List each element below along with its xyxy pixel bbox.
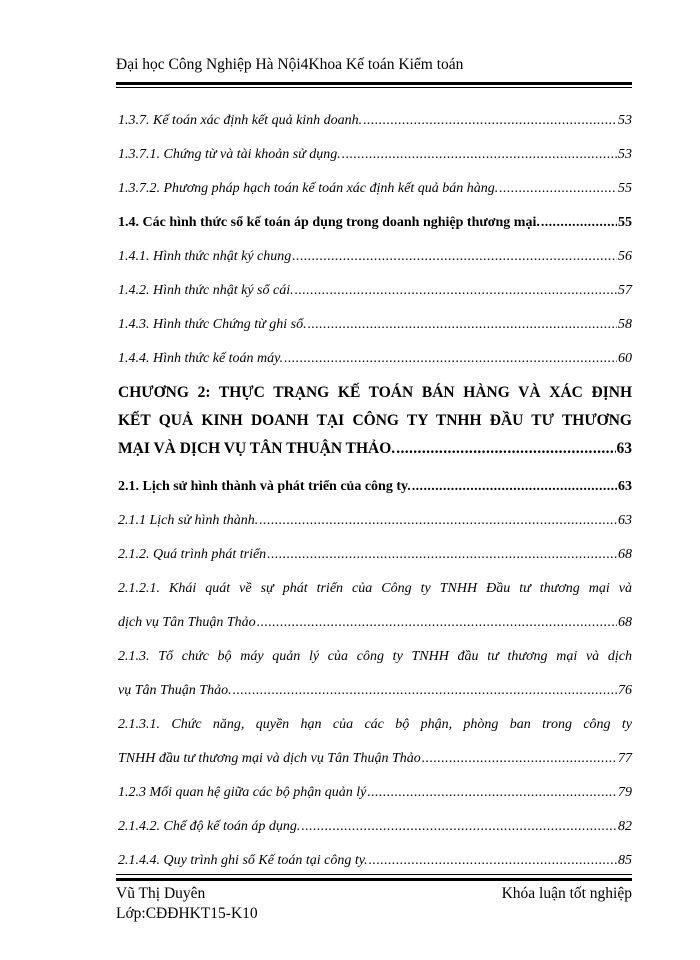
toc-page-number: 55 <box>618 215 632 230</box>
footer-doc-type: Khóa luận tốt nghiệp <box>501 885 632 902</box>
toc-entry[interactable] <box>118 274 632 308</box>
toc-entry-text: dịch vụ Tân Thuận Thảo <box>118 615 256 630</box>
toc-entry-text: 1.2.3 Mối quan hệ giữa các bộ phận quản lý <box>118 785 367 800</box>
toc-chapter-heading-line[interactable] <box>118 407 632 435</box>
toc-page-number: 60 <box>618 351 632 366</box>
toc-page-number: 68 <box>618 547 632 562</box>
toc-entry[interactable] <box>118 470 632 504</box>
toc-leader <box>257 606 617 640</box>
toc-entry-text: 2.1.2.1. Khái quát về sự phát triển của Công ty TNHH Đầu tư thương mại và <box>118 581 632 596</box>
header-rule-thin <box>116 87 632 88</box>
toc-page-number: 63 <box>616 440 632 457</box>
toc-entry[interactable] <box>118 240 632 274</box>
toc-entry[interactable] <box>118 172 632 206</box>
toc-leader <box>499 172 617 206</box>
toc-entry[interactable] <box>118 504 632 538</box>
footer-class: Lớp:CĐĐHKT15-K10 <box>116 905 258 922</box>
toc-page-number: 77 <box>618 751 632 766</box>
toc-entry[interactable] <box>118 776 632 810</box>
toc-entry-text: vụ Tân Thuận Thảo. <box>118 683 232 698</box>
toc-page-number: 68 <box>618 615 632 630</box>
toc-page-number: 57 <box>618 283 632 298</box>
toc-entry[interactable] <box>118 606 632 640</box>
toc-page-number: 76 <box>618 683 632 698</box>
toc-page-number: 55 <box>618 181 632 196</box>
toc-page-number: 58 <box>618 317 632 332</box>
toc-leader <box>284 342 617 376</box>
toc-entry-text: 2.1.1 Lịch sử hình thành. <box>118 513 259 528</box>
toc-page-number: 82 <box>618 819 632 834</box>
toc-entry-text: 1.3.7.2. Phương pháp hạch toán kế toán xác định kết quả bán hàng. <box>118 181 499 196</box>
toc-entry-text: 1.4.1. Hình thức nhật ký chung <box>118 249 292 264</box>
toc-chapter-text: KẾT QUẢ KINH DOANH TẠI CÔNG TY TNHH ĐẦU TƯ THƯƠNG <box>118 412 632 429</box>
toc-leader <box>369 844 617 878</box>
toc-leader <box>295 274 617 308</box>
toc-entry-text: 1.3.7.1. Chứng từ và tài khoản sử dụng. <box>118 147 341 162</box>
toc-page-number: 85 <box>618 853 632 868</box>
toc-chapter-heading-line[interactable] <box>118 379 632 407</box>
toc-page-number: 63 <box>618 479 632 494</box>
toc-entry-text: TNHH đầu tư thương mại và dịch vụ Tân Thuận Thảo <box>118 751 421 766</box>
toc-leader <box>308 308 617 342</box>
toc-leader <box>396 435 615 463</box>
toc-page-number: 53 <box>618 147 632 162</box>
toc-entry-text: 2.1.3.1. Chức năng, quyền hạn của các bộ phận, phòng ban trong công ty <box>118 717 632 732</box>
toc-leader <box>342 138 617 172</box>
toc-chapter-text: CHƯƠNG 2: THỰC TRẠNG KẾ TOÁN BÁN HÀNG VÀ XÁC ĐỊNH <box>118 384 632 401</box>
toc-entry-text: 2.1.3. Tổ chức bộ máy quản lý của công ty TNHH đầu tư thương mại và dịch <box>118 649 632 664</box>
toc-page-number: 63 <box>618 513 632 528</box>
toc-entry-line[interactable] <box>118 708 632 742</box>
toc-page-number: 53 <box>618 113 632 128</box>
toc-entry-text: 1.3.7. Kế toán xác định kết quả kinh doanh. <box>118 113 363 128</box>
toc-entry[interactable] <box>118 206 632 240</box>
toc-entry-text: 1.4.3. Hình thức Chứng từ ghi sổ. <box>118 317 307 332</box>
toc-entry[interactable] <box>118 342 632 376</box>
toc-entry[interactable] <box>118 104 632 138</box>
toc-chapter-text: MẠI VÀ DỊCH VỤ TÂN THUẬN THẢO. <box>118 440 396 457</box>
toc-entry[interactable] <box>118 844 632 878</box>
footer-author: Vũ Thị Duyên <box>116 885 206 902</box>
toc-leader <box>363 104 617 138</box>
toc-leader <box>541 206 617 240</box>
toc-leader <box>292 240 617 274</box>
toc-leader <box>367 776 617 810</box>
toc-entry[interactable] <box>118 810 632 844</box>
footer-rule-thin <box>116 874 632 875</box>
toc-entry[interactable] <box>118 435 632 463</box>
toc-entry-text: 2.1.2. Quá trình phát triển <box>118 547 267 562</box>
toc-entry-text: 1.4.4. Hình thức kế toán máy. <box>118 351 284 366</box>
toc-entry-line[interactable] <box>118 572 632 606</box>
footer-author-block <box>116 884 258 924</box>
toc-leader <box>301 810 617 844</box>
toc-entry-text: 2.1. Lịch sử hình thành và phát triển của công ty. <box>118 479 411 494</box>
toc-entry[interactable] <box>118 138 632 172</box>
toc-entry-line[interactable] <box>118 640 632 674</box>
toc-entry-text: 1.4. Các hình thức sổ kế toán áp dụng trong doanh nghiệp thương mại. <box>118 215 540 230</box>
toc-entry[interactable] <box>118 308 632 342</box>
table-of-contents <box>118 104 632 878</box>
footer-rule-thick <box>116 878 632 881</box>
toc-entry[interactable] <box>118 538 632 572</box>
toc-entry-text: 2.1.4.4. Quy trình ghi sổ Kế toán tại công ty. <box>118 853 368 868</box>
header-rule-thick <box>116 82 632 85</box>
toc-page-number: 79 <box>618 785 632 800</box>
toc-entry[interactable] <box>118 674 632 708</box>
toc-leader <box>412 470 617 504</box>
toc-leader <box>267 538 617 572</box>
toc-entry-text: 1.4.2. Hình thức nhật ký sổ cái. <box>118 283 294 298</box>
toc-leader <box>259 504 617 538</box>
toc-entry[interactable] <box>118 742 632 776</box>
toc-leader <box>233 674 617 708</box>
toc-page-number: 56 <box>618 249 632 264</box>
toc-leader <box>422 742 617 776</box>
toc-entry-text: 2.1.4.2. Chế độ kế toán áp dụng. <box>118 819 301 834</box>
page-header-title: Đại học Công Nghiệp Hà Nội4Khoa Kế toán Kiểm toán <box>116 56 464 73</box>
